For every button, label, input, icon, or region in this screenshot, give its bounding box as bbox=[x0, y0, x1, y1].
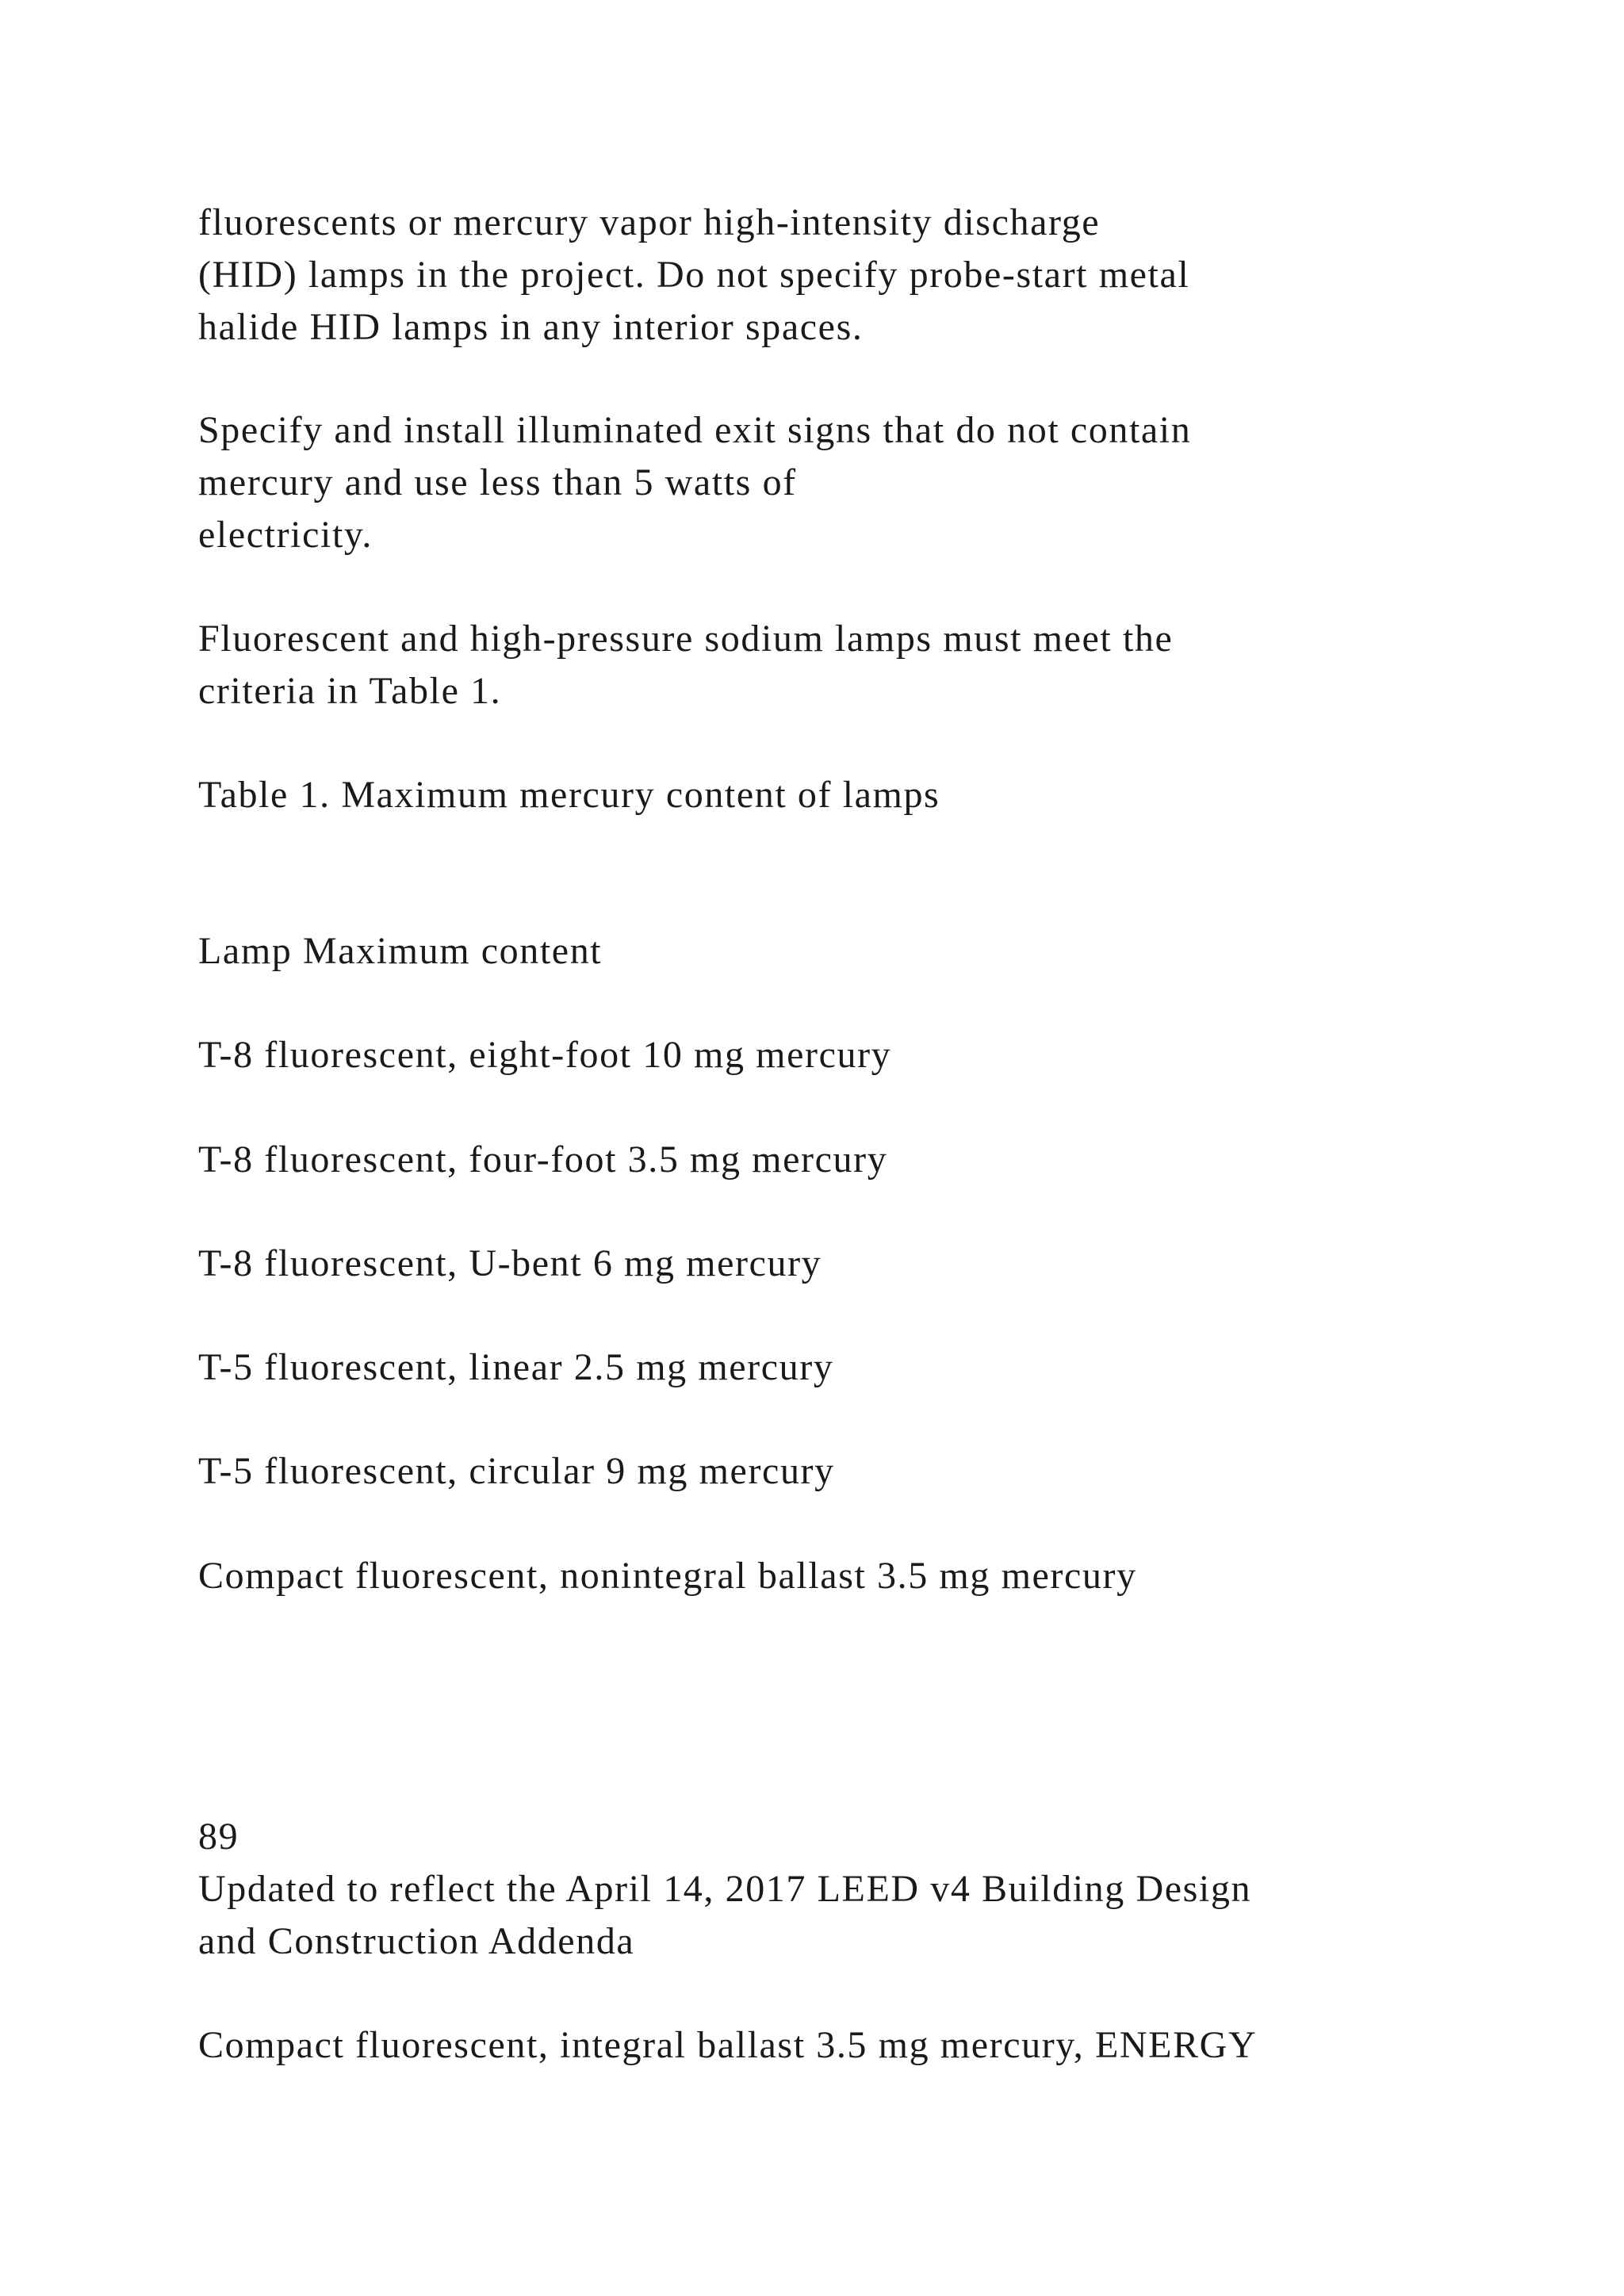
paragraph-3-line-2: criteria in Table 1. bbox=[198, 670, 502, 712]
table-row: T-8 fluorescent, eight-foot 10 mg mercury bbox=[198, 1034, 892, 1076]
page-number: 89 bbox=[198, 1816, 239, 1858]
table-row: T-5 fluorescent, circular 9 mg mercury bbox=[198, 1450, 835, 1492]
footer-note-line-1: Updated to reflect the April 14, 2017 LEED v4 Building Design bbox=[198, 1868, 1252, 1910]
paragraph-1-line-3: halide HID lamps in any interior spaces. bbox=[198, 306, 864, 348]
paragraph-2-line-1: Specify and install illuminated exit signs that do not contain bbox=[198, 409, 1192, 451]
paragraph-1-line-1: fluorescents or mercury vapor high-intensity discharge bbox=[198, 201, 1101, 243]
footer-note-line-2: and Construction Addenda bbox=[198, 1920, 635, 1962]
table-caption: Table 1. Maximum mercury content of lamps bbox=[198, 774, 940, 816]
paragraph-1-line-2: (HID) lamps in the project. Do not specify probe-start metal bbox=[198, 254, 1190, 296]
table-row: T-5 fluorescent, linear 2.5 mg mercury bbox=[198, 1346, 834, 1388]
table-row: Compact fluorescent, nonintegral ballast 3.5 mg mercury bbox=[198, 1555, 1137, 1597]
paragraph-2-line-2: mercury and use less than 5 watts of bbox=[198, 461, 797, 503]
table-row-continuation: Compact fluorescent, integral ballast 3.5 mg mercury, ENERGY bbox=[198, 2024, 1258, 2066]
table-row: T-8 fluorescent, four-foot 3.5 mg mercury bbox=[198, 1138, 888, 1181]
table-header: Lamp Maximum content bbox=[198, 930, 603, 972]
table-row: T-8 fluorescent, U-bent 6 mg mercury bbox=[198, 1242, 822, 1284]
paragraph-3-line-1: Fluorescent and high-pressure sodium lamps must meet the bbox=[198, 618, 1174, 660]
paragraph-2-line-3: electricity. bbox=[198, 514, 373, 556]
